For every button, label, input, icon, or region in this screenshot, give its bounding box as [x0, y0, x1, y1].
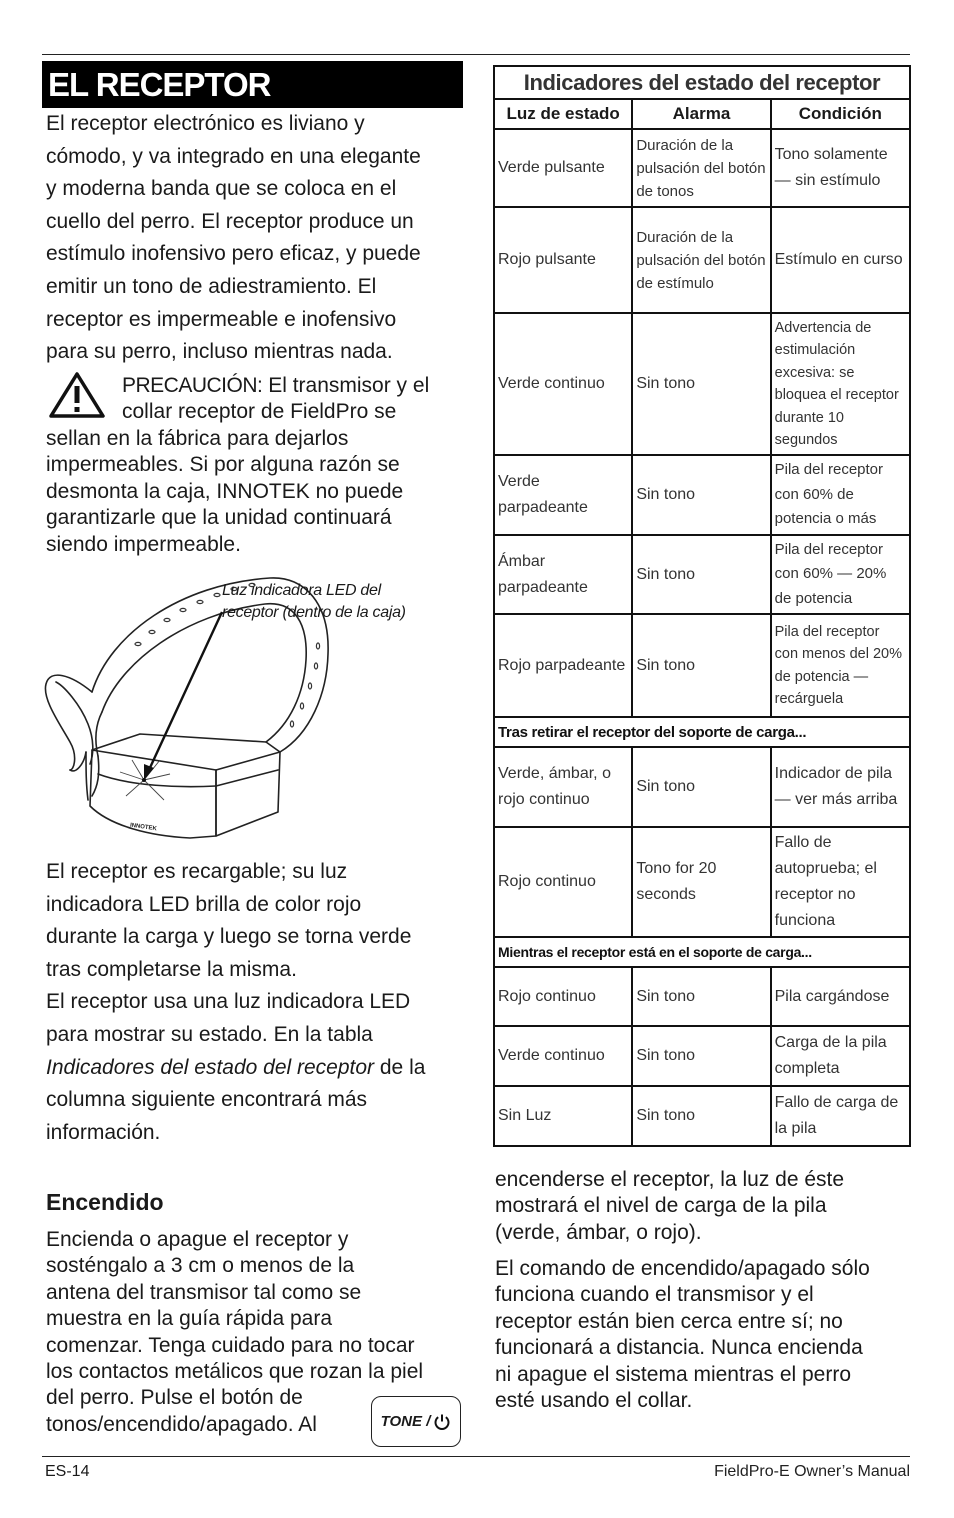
- continuation-line: ni apague el sistema mientras el perro: [495, 1362, 852, 1386]
- table-cell: Duración de la pulsación del botón de tonos: [632, 129, 770, 207]
- recharge-line: de la: [374, 1055, 426, 1079]
- table-cell: Fallo de carga de la pila: [771, 1086, 910, 1146]
- table-cell: Carga de la pila completa: [771, 1026, 910, 1086]
- recharge-line: indicadora LED brilla de color rojo: [46, 892, 362, 916]
- table-cell: Pila del receptor con 60% — 20% de potencia: [771, 535, 910, 614]
- table-cell: Tono for 20 seconds: [632, 827, 770, 937]
- table-cell: Sin tono: [632, 535, 770, 614]
- table-cell: Pila del receptor con menos del 20% de potencia — recárguela: [771, 614, 910, 717]
- caution-line: desmonta la caja, INNOTEK no puede: [46, 479, 404, 503]
- language-code: ES: [45, 1463, 67, 1480]
- table-cell: Sin tono: [632, 1026, 770, 1086]
- table-cell: Verde, ámbar, o rojo continuo: [494, 747, 632, 827]
- table-cell: Fallo de autoprueba; el receptor no funciona: [771, 827, 910, 937]
- recharge-paragraph: [46, 856, 425, 1149]
- table-cell: Verde continuo: [494, 313, 632, 455]
- caution-line: sellan en la fábrica para dejarlos: [46, 427, 349, 450]
- table-cell: Duración de la pulsación del botón de estímulo: [632, 207, 770, 313]
- status-indicator-table: [493, 65, 911, 1147]
- table-reference: Indicadores del estado del receptor: [46, 1055, 375, 1079]
- table-cell: Sin Luz: [494, 1086, 632, 1146]
- recharge-line: durante la carga y luego se torna verde: [46, 925, 412, 949]
- continuation-line: mostrará el nivel de carga de la pila: [495, 1194, 827, 1218]
- table-row: [494, 129, 910, 207]
- table-section-label: Mientras el receptor está en el soporte de carga...: [494, 937, 910, 967]
- continuation-line: El comando de encendido/apagado sólo: [495, 1257, 870, 1280]
- table-cell: Sin tono: [632, 1086, 770, 1146]
- table-cell: Verde continuo: [494, 1026, 632, 1086]
- caution-label: PRECAUCIÓN:: [122, 374, 263, 397]
- intro-paragraph: [46, 108, 421, 369]
- table-cell: Rojo continuo: [494, 967, 632, 1026]
- table-section-row: [494, 717, 910, 747]
- table-row: [494, 1026, 910, 1086]
- page-number: [45, 1463, 89, 1481]
- table-row: [494, 535, 910, 614]
- page-number-value: -14: [66, 1463, 90, 1480]
- power-line: antena del transmisor tal como se: [46, 1280, 362, 1304]
- caution-paragraph-cont: [46, 426, 403, 558]
- power-line: comenzar. Tenga cuidado para no tocar: [46, 1333, 415, 1357]
- recharge-line: El receptor usa una luz indicadora LED: [46, 990, 411, 1014]
- continuation-line: funciona cuando el transmisor y el: [495, 1283, 814, 1307]
- page-title: EL RECEPTOR: [42, 61, 463, 108]
- brand-logo: INNOTEK: [129, 822, 158, 833]
- table-header: Condición: [771, 99, 910, 129]
- caption-line: Luz indicadora LED del: [222, 582, 381, 599]
- table-cell: Verde parpadeante: [494, 455, 632, 535]
- power-line: sosténgalo a 3 cm o menos de la: [46, 1254, 355, 1278]
- table-header: Alarma: [632, 99, 770, 129]
- intro-line: estímulo inofensivo pero eficaz, y puede: [46, 242, 421, 266]
- power-icon: [433, 1413, 451, 1431]
- table-cell: Advertencia de estimulación excesiva: se bloquea el receptor durante 10 segundos: [771, 313, 910, 455]
- caution-line: siendo impermeable.: [46, 532, 241, 556]
- intro-line: receptor es impermeable e inofensivo: [46, 307, 397, 331]
- table-row: [494, 827, 910, 937]
- continuation-line: receptor están bien cerca entre sí; no: [495, 1309, 843, 1333]
- table-cell: Rojo continuo: [494, 827, 632, 937]
- intro-line: emitir un tono de adiestramiento. El: [46, 274, 377, 298]
- table-cell: Pila cargándose: [771, 967, 910, 1026]
- table-cell: Estímulo en curso: [771, 207, 910, 313]
- table-cell: Sin tono: [632, 614, 770, 717]
- table-cell: Tono solamente — sin estímulo: [771, 129, 910, 207]
- bottom-rule: [42, 1456, 910, 1457]
- tone-power-button-illustration: [371, 1396, 461, 1447]
- table-cell: Indicador de pila — ver más arriba: [771, 747, 910, 827]
- recharge-line: tras completarse la misma.: [46, 957, 297, 981]
- recharge-line: información.: [46, 1120, 161, 1144]
- table-cell: Sin tono: [632, 747, 770, 827]
- recharge-line: El receptor es recargable; su luz: [46, 860, 348, 883]
- manual-name: FieldPro-E Owner’s Manual: [714, 1463, 910, 1480]
- continuation-line: esté usando el collar.: [495, 1389, 693, 1413]
- power-line: los contactos metálicos que rozan la piel: [46, 1360, 424, 1384]
- table-section-label: Tras retirar el receptor del soporte de carga...: [494, 717, 910, 747]
- recharge-line: para mostrar su estado. En la tabla: [46, 1022, 373, 1046]
- table-section-row: [494, 937, 910, 967]
- intro-line: cómodo, y va integrado en una elegante: [46, 144, 421, 168]
- figure-caption: [222, 580, 406, 624]
- tone-button-label: TONE /: [380, 1413, 431, 1430]
- table-row: [494, 455, 910, 535]
- table-title: Indicadores del estado del receptor: [494, 66, 910, 99]
- caution-line: El transmisor y el: [262, 374, 430, 397]
- recharge-line: columna siguiente encontrará más: [46, 1088, 368, 1112]
- caution-first-line: [122, 373, 429, 399]
- table-cell: Pila del receptor con 60% de potencia o más: [771, 455, 910, 535]
- intro-line: El receptor electrónico es liviano y: [46, 112, 365, 135]
- table-row: [494, 313, 910, 455]
- table-cell: Rojo pulsante: [494, 207, 632, 313]
- table-row: [494, 747, 910, 827]
- caution-line: collar receptor de FieldPro se: [122, 400, 397, 424]
- caption-line: receptor (dentro de la caja): [222, 604, 406, 621]
- continuation-paragraph-1: [495, 1167, 844, 1246]
- recharge-ref-line: [46, 1052, 425, 1085]
- power-line: tonos/encendido/apagado. Al: [46, 1412, 317, 1436]
- warning-triangle-icon: [48, 371, 106, 419]
- continuation-line: encenderse el receptor, la luz de éste: [495, 1168, 845, 1191]
- table-header: Luz de estado: [494, 99, 632, 129]
- power-line: muestra en la guía rápida para: [46, 1307, 333, 1331]
- table-cell: Ámbar parpadeante: [494, 535, 632, 614]
- table-cell: Sin tono: [632, 455, 770, 535]
- power-paragraph: [46, 1227, 423, 1438]
- continuation-paragraph-2: [495, 1256, 870, 1414]
- power-line: Encienda o apague el receptor y: [46, 1228, 349, 1251]
- table-cell: Sin tono: [632, 967, 770, 1026]
- table-row: [494, 614, 910, 717]
- table-row: [494, 207, 910, 313]
- intro-line: para su perro, incluso mientras nada.: [46, 340, 393, 364]
- continuation-line: (verde, ámbar, o rojo).: [495, 1220, 702, 1244]
- table-cell: Verde pulsante: [494, 129, 632, 207]
- caution-line: garantizarle que la unidad continuará: [46, 506, 392, 530]
- power-line: del perro. Pulse el botón de: [46, 1386, 303, 1410]
- table-row: [494, 967, 910, 1026]
- top-rule: [42, 54, 910, 55]
- section-heading-encendido: Encendido: [46, 1189, 164, 1215]
- table-cell: Rojo parpadeante: [494, 614, 632, 717]
- caution-line: impermeables. Si por alguna razón se: [46, 453, 400, 477]
- table-row: [494, 1086, 910, 1146]
- intro-line: y moderna banda que se coloca en el: [46, 177, 397, 201]
- table-cell: Sin tono: [632, 313, 770, 455]
- continuation-line: funcionará a distancia. Nunca encienda: [495, 1336, 863, 1360]
- caution-paragraph: [122, 373, 429, 426]
- intro-line: cuello del perro. El receptor produce un: [46, 209, 414, 233]
